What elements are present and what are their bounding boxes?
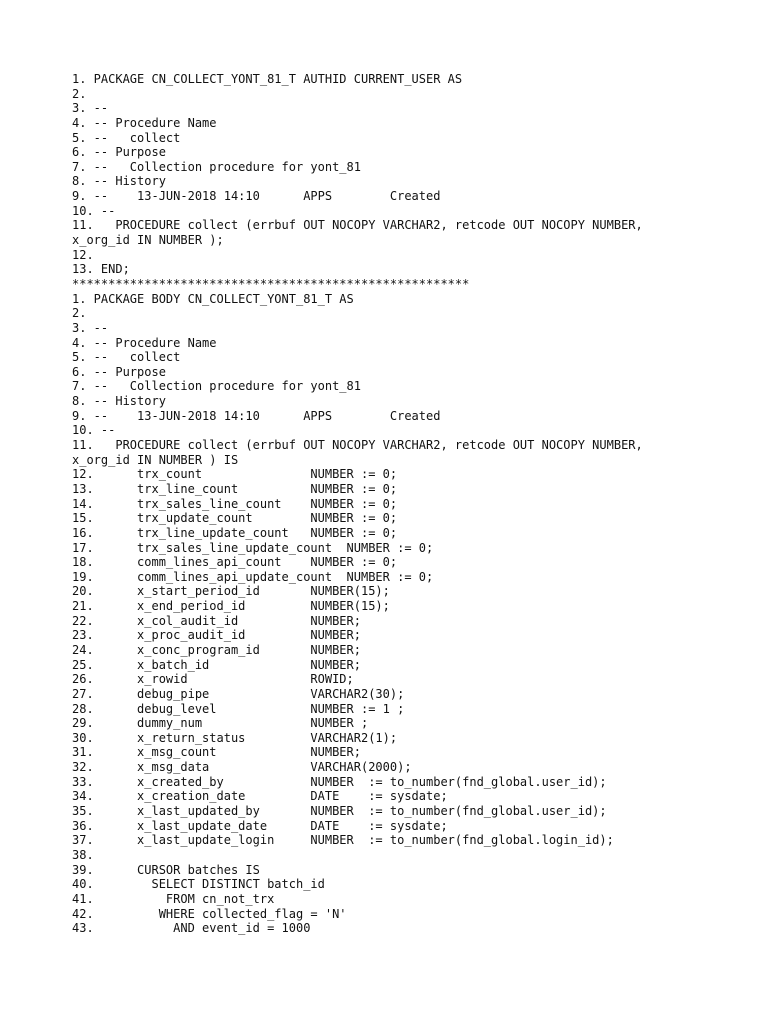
code-line: 30. x_return_status VARCHAR2(1); [72,730,398,745]
code-line: 22. x_col_audit_id NUMBER; [72,613,361,628]
code-line: 11. PROCEDURE collect (errbuf OUT NOCOPY VARCHAR2, retcode OUT NOCOPY NUMBER, [72,218,643,233]
code-line: 6. -- Purpose [72,145,166,160]
code-line: 3. -- [72,320,109,335]
code-line: 29. dummy_num NUMBER ; [72,716,369,731]
code-line: 12. [72,247,94,262]
package-body-listing [72,292,732,936]
code-line: 24. x_conc_program_id NUMBER; [72,642,361,657]
code-line: 26. x_rowid ROWID; [72,672,354,687]
code-line: x_org_id IN NUMBER ); [72,233,224,248]
code-line: 11. PROCEDURE collect (errbuf OUT NOCOPY VARCHAR2, retcode OUT NOCOPY NUMBER, [72,438,643,453]
code-line: 33. x_created_by NUMBER := to_number(fnd_global.user_id); [72,774,607,789]
code-line: 13. trx_line_count NUMBER := 0; [72,481,398,496]
code-line: 5. -- collect [72,350,181,365]
code-line: 7. -- Collection procedure for yont_81 [72,159,361,174]
code-line: 2. [72,86,87,101]
code-line: 42. WHERE collected_flag = 'N' [72,906,347,921]
code-line: 36. x_last_update_date DATE := sysdate; [72,818,448,833]
code-line: 8. -- History [72,174,166,189]
code-line: 9. -- 13-JUN-2018 14:10 APPS Created [72,189,441,204]
code-line: 9. -- 13-JUN-2018 14:10 APPS Created [72,408,441,423]
code-line: 4. -- Procedure Name [72,335,217,350]
code-line: 8. -- History [72,394,166,409]
code-line: 10. -- [72,203,116,218]
separator-line: ******************************************************* [72,276,470,291]
code-line: 17. trx_sales_line_update_count NUMBER := 0; [72,540,434,555]
document-page [72,72,732,936]
code-line: 12. trx_count NUMBER := 0; [72,467,398,482]
code-line: 27. debug_pipe VARCHAR2(30); [72,686,405,701]
package-spec-listing [72,72,732,277]
code-line: 41. FROM cn_not_trx [72,891,275,906]
code-line: 10. -- [72,423,116,438]
code-line: 19. comm_lines_api_update_count NUMBER := 0; [72,569,434,584]
code-line: 38. [72,847,94,862]
code-line: 16. trx_line_update_count NUMBER := 0; [72,525,398,540]
code-line: 39. CURSOR batches IS [72,862,260,877]
code-line: 28. debug_level NUMBER := 1 ; [72,701,405,716]
code-line: 1. PACKAGE BODY CN_COLLECT_YONT_81_T AS [72,291,354,306]
code-line: 6. -- Purpose [72,364,166,379]
code-line: 7. -- Collection procedure for yont_81 [72,379,361,394]
code-line: 3. -- [72,101,109,116]
code-line: 31. x_msg_count NUMBER; [72,745,361,760]
code-line: 15. trx_update_count NUMBER := 0; [72,511,398,526]
code-line: 34. x_creation_date DATE := sysdate; [72,789,448,804]
code-line: 32. x_msg_data VARCHAR(2000); [72,760,412,775]
code-line: 43. AND event_id = 1000 [72,921,311,936]
code-line: 37. x_last_update_login NUMBER := to_number(fnd_global.login_id); [72,833,614,848]
code-line: 14. trx_sales_line_count NUMBER := 0; [72,496,398,511]
code-line: 35. x_last_updated_by NUMBER := to_number(fnd_global.user_id); [72,804,607,819]
code-line: 25. x_batch_id NUMBER; [72,657,361,672]
code-line: 4. -- Procedure Name [72,115,217,130]
code-line: 23. x_proc_audit_id NUMBER; [72,628,361,643]
code-line: 13. END; [72,262,130,277]
code-line: 5. -- collect [72,130,181,145]
code-line: 2. [72,306,87,321]
code-line: 40. SELECT DISTINCT batch_id [72,877,325,892]
code-line: 1. PACKAGE CN_COLLECT_YONT_81_T AUTHID CURRENT_USER AS [72,72,463,86]
code-line: 18. comm_lines_api_count NUMBER := 0; [72,555,398,570]
code-line: 20. x_start_period_id NUMBER(15); [72,584,390,599]
code-line: x_org_id IN NUMBER ) IS [72,452,239,467]
code-line: 21. x_end_period_id NUMBER(15); [72,599,390,614]
